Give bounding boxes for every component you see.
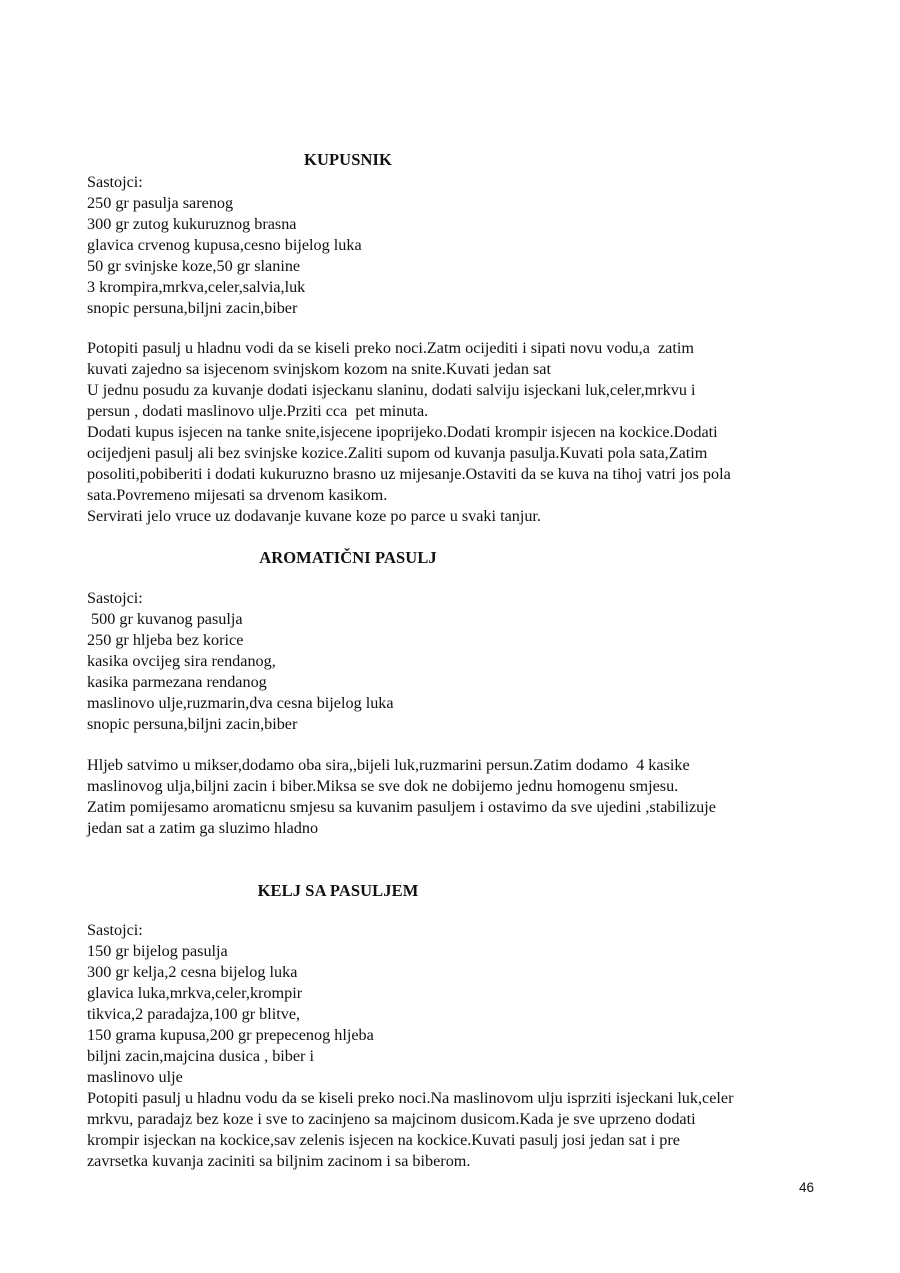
text-line: Zatim pomijesamo aromaticnu smjesu sa kuvanim pasuljem i ostavimo da sve ujedini ,stabilizuje	[87, 798, 716, 816]
text-line: 50 gr svinjske koze,50 gr slanine	[87, 257, 301, 275]
text-line: kasika parmezana rendanog	[87, 673, 267, 691]
text-line: Dodati kupus isjecen na tanke snite,isjecene ipoprijeko.Dodati krompir isjecen na kockice.Dodati	[87, 423, 718, 441]
method-aromaticni-pasulj	[87, 755, 817, 839]
body-kelj-sa-pasuljem	[87, 920, 817, 1172]
text-line: 150 gr bijelog pasulja	[87, 942, 228, 960]
text-line: Servirati jelo vruce uz dodavanje kuvane koze po parce u svaki tanjur.	[87, 507, 541, 525]
text-line: Sastojci:	[87, 173, 143, 191]
text-line: 300 gr zutog kukuruznog brasna	[87, 215, 297, 233]
text-line: maslinovo ulje	[87, 1068, 183, 1086]
text-line: biljni zacin,majcina dusica , biber i	[87, 1047, 314, 1065]
ingredients-aromaticni-pasulj	[87, 588, 817, 735]
ingredients-kupusnik	[87, 172, 817, 319]
text-line: krompir isjeckan na kockice,sav zelenis isjecen na kockice.Kuvati pasulj josi jedan sat i pre	[87, 1131, 680, 1149]
text-line: maslinovog ulja,biljni zacin i biber.Miksa se sve dok ne dobijemo jednu homogenu smjesu.	[87, 777, 679, 795]
text-line: posoliti,pobiberiti i dodati kukuruzno brasno uz mijesanje.Ostaviti da se kuva na tihoj vatri jos pola	[87, 465, 731, 483]
text-line: 500 gr kuvanog pasulja	[87, 610, 243, 628]
recipe-title-kupusnik: KUPUSNIK	[304, 150, 392, 169]
text-line: kuvati zajedno sa isjecenom svinjskom kozom na snite.Kuvati jedan sat	[87, 360, 551, 378]
text-line: glavica crvenog kupusa,cesno bijelog luka	[87, 236, 362, 254]
text-line: Potopiti pasulj u hladnu vodu da se kiseli preko noci.Na maslinovom ulju isprziti isjeckani luk,celer	[87, 1089, 734, 1107]
text-line: 250 gr hljeba bez korice	[87, 631, 244, 649]
text-line: ocijedjeni pasulj ali bez svinjske kozice.Zaliti supom od kuvanja pasulja.Kuvati pola sata,Zatim	[87, 444, 708, 462]
text-line: 250 gr pasulja sarenog	[87, 194, 234, 212]
text-line: tikvica,2 paradajza,100 gr blitve,	[87, 1005, 301, 1023]
text-line: mrkvu, paradajz bez koze i sve to zacinjeno sa majcinom dusicom.Kada je sve uprzeno dodati	[87, 1110, 696, 1128]
text-line: snopic persuna,biljni zacin,biber	[87, 299, 298, 317]
text-line: maslinovo ulje,ruzmarin,dva cesna bijelog luka	[87, 694, 394, 712]
recipe-title-aromaticni-pasulj: AROMATIČNI PASULJ	[259, 548, 437, 567]
text-line: 300 gr kelja,2 cesna bijelog luka	[87, 963, 298, 981]
text-line: Sastojci:	[87, 589, 143, 607]
text-line: Hljeb satvimo u mikser,dodamo oba sira,,bijeli luk,ruzmarini persun.Zatim dodamo 4 kasike	[87, 756, 690, 774]
text-line: U jednu posudu za kuvanje dodati isjeckanu slaninu, dodati salviju isjeckani luk,celer,mrkvu i	[87, 381, 696, 399]
page-number: 46	[798, 1180, 814, 1195]
text-line: snopic persuna,biljni zacin,biber	[87, 715, 298, 733]
text-line: kasika ovcijeg sira rendanog,	[87, 652, 276, 670]
text-line: zavrsetka kuvanja zaciniti sa biljnim zacinom i sa biberom.	[87, 1152, 471, 1170]
text-line: 3 krompira,mrkva,celer,salvia,luk	[87, 278, 306, 296]
text-line: sata.Povremeno mijesati sa drvenom kasikom.	[87, 486, 388, 504]
method-kupusnik	[87, 338, 817, 527]
text-line: jedan sat a zatim ga sluzimo hladno	[87, 819, 319, 837]
text-line: persun , dodati maslinovo ulje.Prziti cca pet minuta.	[87, 402, 429, 420]
text-line: 150 grama kupusa,200 gr prepecenog hljeba	[87, 1026, 374, 1044]
recipe-title-kelj-sa-pasuljem: KELJ SA PASULJEM	[257, 881, 419, 900]
text-line: Potopiti pasulj u hladnu vodi da se kiseli preko noci.Zatm ocijediti i sipati novu vodu,a zatim	[87, 339, 694, 357]
text-line: Sastojci:	[87, 921, 143, 939]
text-line: glavica luka,mrkva,celer,krompir	[87, 984, 303, 1002]
